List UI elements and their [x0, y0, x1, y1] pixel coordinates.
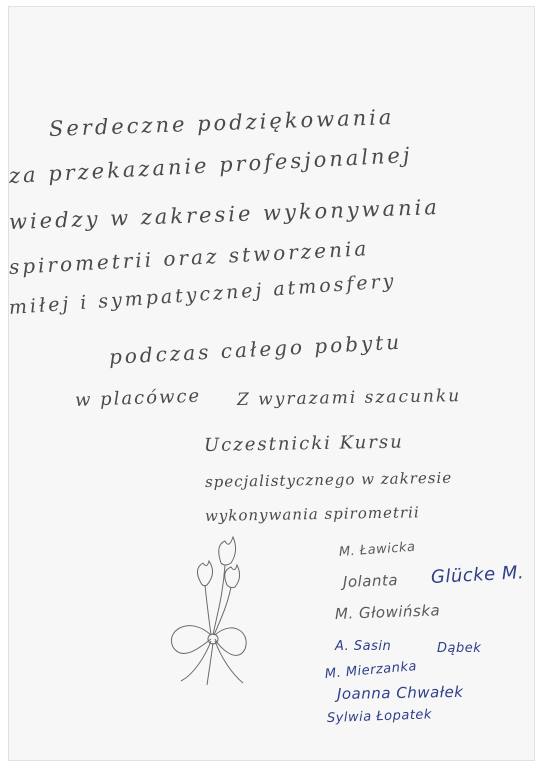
- message-line-2: za przekazanie profesjonalnej: [8, 142, 413, 188]
- message-line-5: miłej i sympatycznej atmosfery: [8, 269, 398, 319]
- signed-by-line-3: wykonywania spirometrii: [204, 503, 420, 525]
- signed-by-line-1: Uczestnicki Kursu: [203, 431, 404, 456]
- message-line-6: podczas całego pobytu: [108, 329, 403, 369]
- signature-3: Glücke M.: [430, 562, 525, 588]
- signature-4: M. Głowińska: [334, 601, 441, 623]
- message-line-3: wiedzy w zakresie wykonywania: [8, 194, 441, 234]
- signature-9: Sylwia Łopatek: [326, 707, 433, 726]
- signature-2: Jolanta: [342, 571, 399, 591]
- closing-greeting: Z wyrazami szacunku: [236, 386, 462, 410]
- message-line-7: w placówce: [74, 385, 202, 411]
- scanned-page: [8, 6, 535, 761]
- tulip-drawing: [159, 535, 259, 695]
- message-line-1: Serdeczne podziękowania: [48, 104, 395, 141]
- signature-7: M. Mierzanka: [324, 658, 418, 682]
- message-line-4: spirometrii oraz stworzenia: [8, 236, 370, 279]
- signature-1: M. Ławicka: [338, 539, 416, 560]
- signed-by-line-2: specjalistycznego w zakresie: [204, 468, 453, 491]
- signature-6: Dąbek: [437, 641, 482, 656]
- signature-8: Joanna Chwałek: [336, 682, 464, 703]
- signature-5: A. Sasin: [335, 639, 392, 654]
